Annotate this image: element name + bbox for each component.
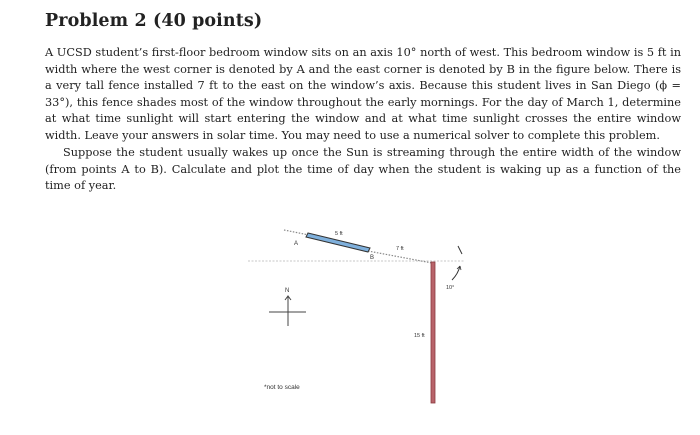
label-a: A — [294, 241, 299, 247]
label-b: B — [370, 255, 375, 261]
problem-title: Problem 2 (40 points) — [45, 11, 263, 31]
label-fence-height: 15 ft — [414, 333, 425, 339]
fence-shape — [431, 262, 435, 403]
label-north: N — [285, 288, 290, 294]
window-axis-extension-west — [284, 230, 309, 235]
label-angle: 10° — [446, 285, 455, 291]
problem-paragraph-2: Suppose the student usually wakes up once the Sun is streaming through the entire width of the window (from points A to B). Calculate and plot the time of day when the student is waking up as a function of the time of year. — [45, 146, 681, 193]
angle-arc — [452, 266, 460, 280]
note-not-to-scale: *not to scale — [264, 384, 300, 391]
angle-arrow-upper — [458, 246, 462, 254]
problem-paragraph-1: A UCSD student’s first-floor bedroom window sits on an axis 10° north of west. This bedroom window is 5 ft in width where the west corner is denoted by A and the east corner is denoted by B in the figure below. There is a very tall fence installed 7 ft to the east on the window’s axis. Because this student lives in San Diego (ϕ = 33°), this fence shades most of the window throughout the early mornings. For the day of March 1, determine at what time sunlight will start entering the window and at what time sunlight crosses the entire window width. Leave your answers in solar time. You may need to use a numerical solver to complete this problem. — [45, 46, 681, 142]
label-window-width: 5 ft — [335, 231, 343, 237]
label-fence-distance: 7 ft — [396, 246, 404, 252]
